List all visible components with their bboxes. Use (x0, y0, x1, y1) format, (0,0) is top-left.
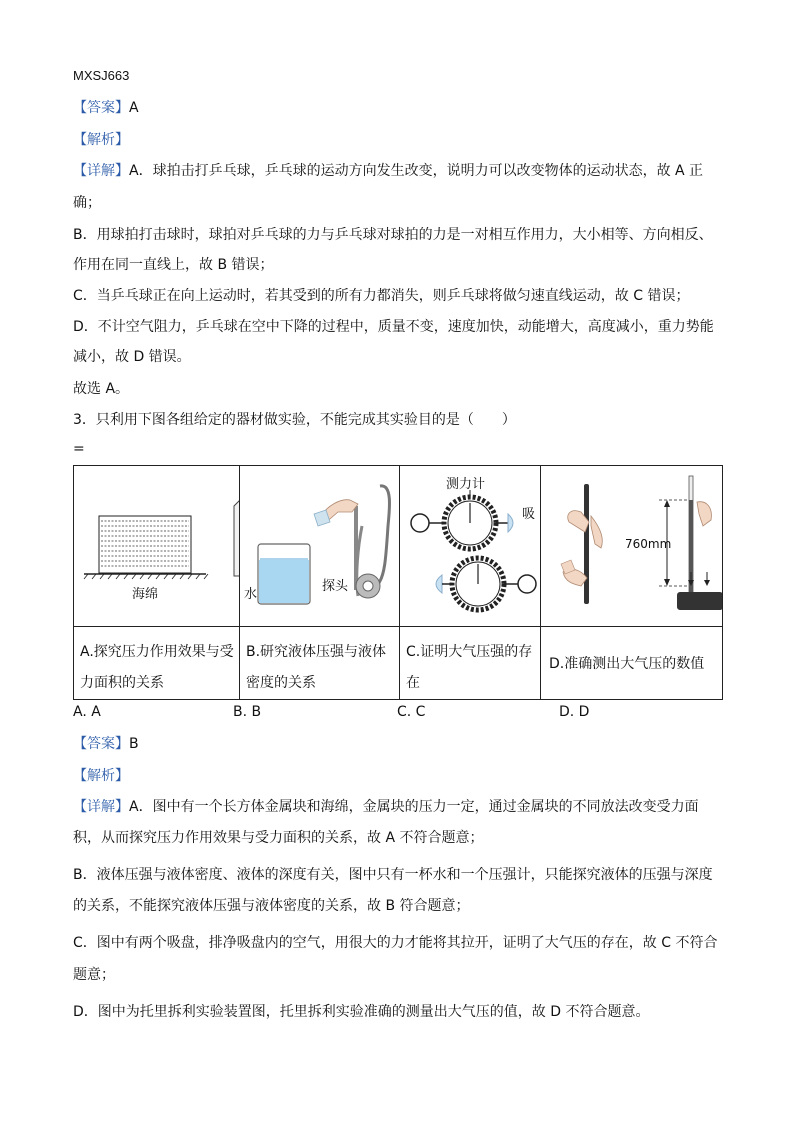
q3-stem: 3．只利用下图各组给定的器材做实验，不能完成其实验目的是（ ） (73, 412, 516, 428)
q3-line: D．图中为托里拆利实验装置图，托里拆利实验准确的测量出大气压的值，故 D 不符合题意。 (73, 1004, 650, 1020)
option-c[interactable]: C. C (397, 704, 426, 720)
q3-line: 积，从而探究压力作用效果与受力面积的关系，故 A 不符合题意； (73, 830, 484, 846)
caption-a (74, 627, 240, 700)
caption-b-text: B.研究液体压强与液体密度的关系 (246, 644, 387, 691)
caption-d-text: D.准确测出大气压的数值 (549, 656, 705, 672)
option-b[interactable]: B. B (233, 704, 262, 720)
q2-line-text: A．球拍击打乒乓球，乒乓球的运动方向发生改变，说明力可以改变物体的运动状态，故 A 正 (129, 163, 704, 179)
q2-line: 作用在同一直线上，故 B 错误； (73, 257, 274, 273)
q2-line: C．当乒乓球正在向上运动时，若其受到的所有力都消失，则乒乓球将做匀速直线运动，故 C 错误； (73, 288, 690, 304)
experiment-figure-table (73, 465, 723, 700)
q3-analysis-tag: 【解析】 (73, 768, 129, 784)
q2-detail-line (73, 162, 703, 180)
detail-tag: 【详解】 (73, 163, 129, 179)
caption-c-text: C.证明大气压强的存在 (406, 644, 533, 691)
header-code: MXSJ663 (73, 68, 130, 83)
q3-line: C．图中有两个吸盘，排净吸盘内的空气，用很大的力才能将其拉开，证明了大气压的存在，故 C 不符合 (73, 935, 718, 951)
beaker-probe-illustration (240, 466, 400, 622)
q3-line: 的关系，不能探究液体压强与液体密度的关系，故 B 符合题意； (73, 898, 470, 914)
stray-mark: = (73, 441, 85, 457)
answer-value: B (129, 736, 139, 752)
caption-c (400, 627, 541, 700)
q3-line-text: A．图中有一个长方体金属块和海绵，金属块的压力一定，通过金属块的不同放法改变受力面 (129, 799, 699, 815)
probe-label: 探头 (322, 579, 349, 594)
answer-tag: 【答案】 (73, 736, 129, 752)
answer-options (73, 704, 713, 722)
option-a[interactable]: A. A (73, 704, 101, 720)
q2-line: D．不计空气阻力，乒乓球在空中下降的过程中，质量不变，速度加快，动能增大，高度减小，重力势能 (73, 319, 714, 335)
dynamometer-label: 测力计 (446, 477, 486, 492)
figure-b-liquid-pressure (240, 466, 400, 627)
q3-line: B．液体压强与液体密度、液体的深度有关，图中只有一杯水和一个压强计，只能探究液体的压强与深度 (73, 867, 713, 883)
torricelli-illustration (541, 466, 723, 622)
figure-a-sponge (74, 466, 240, 627)
water-label: 水 (244, 587, 258, 602)
sponge-label: 海绵 (132, 587, 159, 602)
suction-cup-illustration (400, 466, 541, 622)
detail-tag: 【详解】 (73, 799, 129, 815)
option-d[interactable]: D. D (559, 704, 590, 720)
q3-detail-line (73, 798, 699, 816)
answer-tag: 【答案】 (73, 100, 129, 116)
height-label: 760mm (625, 537, 672, 551)
q2-answer (73, 99, 139, 117)
q2-analysis-tag: 【解析】 (73, 132, 129, 148)
suction-label: 吸 (522, 507, 536, 522)
figure-c-suction-cups (400, 466, 541, 627)
q2-line: 故选 A。 (73, 381, 130, 397)
figure-d-torricelli (541, 466, 723, 627)
q3-line: 题意； (73, 967, 115, 983)
q2-line: B．用球拍打击球时，球拍对乒乓球的力与乒乓球对球拍的力是一对相互作用力，大小相等、方向相反、 (73, 227, 713, 243)
q3-answer (73, 735, 139, 753)
caption-b (240, 627, 400, 700)
q2-line: 确； (73, 195, 101, 211)
caption-a-text: A.探究压力作用效果与受力面积的关系 (80, 644, 234, 691)
q2-line: 减小，故 D 错误。 (73, 349, 191, 365)
caption-d (541, 627, 723, 700)
answer-value: A (129, 100, 139, 116)
sponge-block-illustration (74, 466, 240, 622)
